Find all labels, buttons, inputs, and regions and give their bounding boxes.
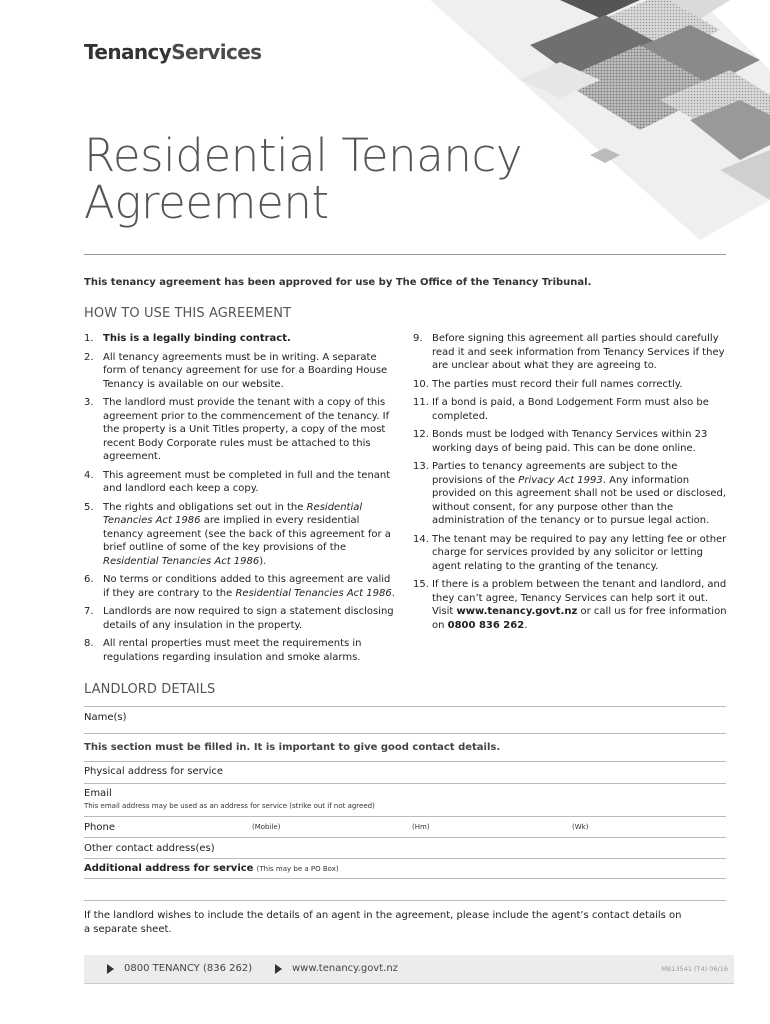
divider — [84, 878, 726, 879]
instruction-text: This agreement must be completed in full and the tenant and landlord each keep a copy. — [103, 469, 391, 494]
divider — [84, 858, 726, 859]
footer-website-link[interactable]: www.tenancy.govt.nz — [292, 963, 398, 974]
home-phone-label: (Hm) — [412, 823, 430, 831]
instruction-text: All tenancy agreements must be in writing. A separate form of tenancy agreement for use for a Boarding House Tenancy is available on our website. — [103, 351, 388, 390]
email-label: Email — [84, 788, 112, 799]
divider — [84, 761, 726, 762]
instruction-item — [84, 501, 396, 569]
instruction-number: 1. — [84, 333, 94, 344]
landlord-details-heading: LANDLORD DETAILS — [84, 682, 216, 697]
instruction-item — [413, 428, 731, 455]
title-divider — [84, 254, 726, 255]
instruction-item — [413, 533, 731, 574]
instruction-item — [413, 378, 731, 392]
instruction-item — [84, 396, 396, 464]
instruction-item — [84, 605, 396, 632]
instructions-list-left — [84, 332, 396, 669]
instruction-number: 5. — [84, 501, 94, 513]
instruction-number: 11. — [413, 397, 429, 408]
instruction-text: The tenant may be required to pay any letting fee or other charge for services provided by any solicitor or letting agent relating to the granting of the tenancy. — [432, 533, 727, 572]
title-line-2: Agreement — [84, 176, 329, 229]
agent-note: If the landlord wishes to include the details of an agent in the agreement, please include the agent’s contact details on a separate sheet. — [84, 910, 682, 935]
physical-address-field[interactable] — [84, 766, 726, 777]
how-to-use-heading: HOW TO USE THIS AGREEMENT — [84, 306, 292, 321]
divider — [84, 733, 726, 734]
instruction-number: 8. — [84, 638, 94, 649]
arrow-right-icon — [107, 964, 114, 974]
instruction-text: This is a legally binding contract. — [103, 333, 291, 344]
divider — [84, 837, 726, 838]
title-line-1: Residential Tenancy — [84, 129, 523, 182]
instruction-text: All rental properties must meet the requirements in regulations regarding insulation and smoke alarms. — [103, 638, 362, 663]
instruction-text: If there is a problem between the tenant and landlord, and they can’t agree, Tenancy Services can help sort it out. Visit www.tenancy.govt.nz or call us for free information on 0800 836 262. — [432, 579, 727, 631]
instruction-number: 3. — [84, 397, 94, 408]
arrow-right-icon — [275, 964, 282, 974]
brand-part-2: Services — [171, 40, 262, 64]
instruction-number: 13. — [413, 461, 429, 472]
instruction-number: 9. — [413, 333, 423, 344]
physical-address-label: Physical address for service — [84, 766, 224, 777]
instruction-number: 2. — [84, 351, 94, 363]
divider — [84, 783, 726, 784]
instructions-list-right — [413, 332, 731, 637]
instruction-number: 10. — [413, 378, 429, 390]
instruction-text: Bonds must be lodged with Tenancy Services within 23 working days of being paid. This can be done online. — [432, 429, 708, 454]
names-label: Name(s) — [84, 712, 127, 723]
brand-logo — [84, 40, 261, 64]
mobile-label: (Mobile) — [252, 823, 281, 831]
instruction-text: Landlords are now required to sign a statement disclosing details of any insulation in the property. — [103, 606, 394, 631]
instruction-item — [84, 469, 396, 496]
instruction-item — [84, 573, 396, 600]
instruction-item — [413, 460, 731, 528]
instruction-text: Before signing this agreement all parties should carefully read it and seek information from Tenancy Services if they are unclear about what they are agreeing to. — [432, 333, 725, 371]
instruction-item — [413, 396, 731, 423]
instruction-item — [413, 332, 731, 373]
work-phone-label: (Wk) — [572, 823, 589, 831]
footer-divider — [84, 983, 734, 984]
divider — [84, 900, 726, 901]
instruction-text: The landlord must provide the tenant with a copy of this agreement prior to the commencement of the tenancy. If the property is a Unit Titles property, a copy of the most recent Body Corporate rules must be attached to this agreement. — [103, 397, 390, 462]
instruction-item — [84, 332, 396, 346]
footer-phone[interactable]: 0800 TENANCY (836 262) — [124, 963, 253, 974]
page-title — [84, 129, 523, 229]
instruction-number: 14. — [413, 533, 429, 545]
instruction-number: 4. — [84, 469, 94, 481]
instruction-number: 7. — [84, 606, 94, 617]
email-note: This email address may be used as an address for service (strike out if not agreed) — [84, 802, 375, 810]
other-contact-field[interactable] — [84, 843, 726, 854]
approval-note: This tenancy agreement has been approved for use by The Office of the Tenancy Tribunal. — [84, 277, 592, 288]
additional-address-label: Additional address for service — [84, 863, 254, 874]
instruction-text: The parties must record their full names correctly. — [432, 378, 683, 390]
other-contact-label: Other contact address(es) — [84, 843, 215, 854]
divider — [84, 706, 726, 707]
instruction-item — [84, 637, 396, 664]
instruction-number: 6. — [84, 574, 94, 585]
additional-address-field[interactable] — [84, 863, 726, 874]
instruction-number: 12. — [413, 429, 429, 440]
divider — [84, 816, 726, 817]
brand-part-1: Tenancy — [84, 40, 172, 64]
email-field[interactable] — [84, 788, 726, 799]
instruction-text: Parties to tenancy agreements are subject to the provisions of the Privacy Act 1993. Any information provided on this agreement shall not be used or disclosed, without consent, for any purpose other than the administration of the tenancy or to pursue legal action. — [432, 461, 727, 526]
phone-label: Phone — [84, 822, 115, 833]
instruction-item — [413, 578, 731, 632]
instruction-text: If a bond is paid, a Bond Lodgement Form must also be completed. — [432, 397, 709, 422]
instruction-item — [84, 351, 396, 392]
form-code: MB13541 (T4) 06/16 — [661, 965, 728, 973]
instruction-text: No terms or conditions added to this agreement are valid if they are contrary to the Residential Tenancies Act 1986. — [103, 574, 395, 599]
instruction-text: The rights and obligations set out in the Residential Tenancies Act 1986 are implied in every residential tenancy agreement (see the back of this agreement for a brief outline of some of the key provisions of the Residential Tenancies Act 1986). — [103, 501, 391, 567]
additional-address-note: (This may be a PO Box) — [256, 865, 339, 873]
phone-field[interactable] — [84, 822, 726, 833]
instruction-number: 15. — [413, 579, 429, 590]
must-fill-note: This section must be filled in. It is important to give good contact details. — [84, 742, 501, 753]
landlord-names-field[interactable] — [84, 712, 726, 723]
